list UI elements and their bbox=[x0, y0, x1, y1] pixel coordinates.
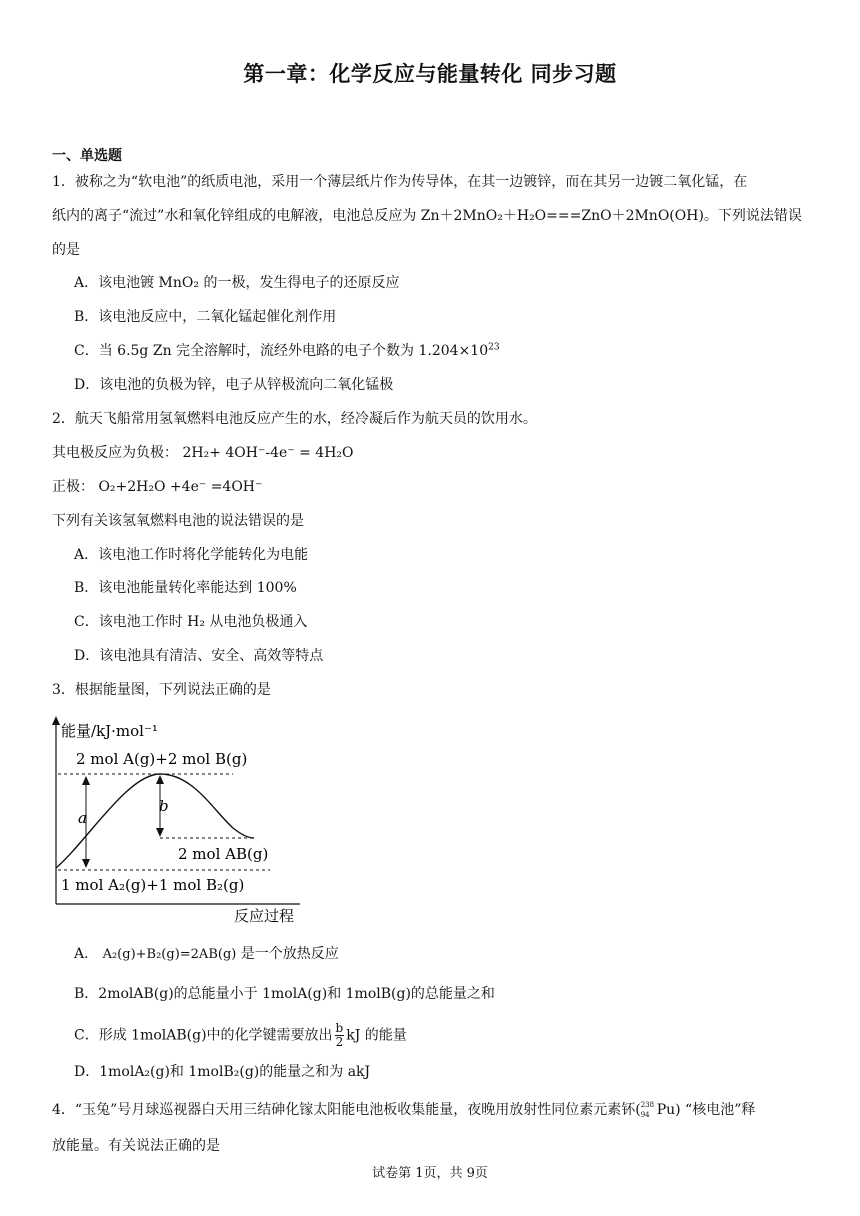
question-1-option-c-text: C．当 6.5g Zn 完全溶解时，流经外电路的电子个数为 1.204×10 bbox=[74, 343, 489, 359]
label-bottom-level: 1 mol A₂(g)+1 mol B₂(g) bbox=[61, 876, 245, 894]
question-2-positive-electrode: 正极： O₂+2H₂O +4e⁻ =4OH⁻ bbox=[52, 479, 263, 495]
y-axis-label: 能量/kJ·mol⁻¹ bbox=[61, 722, 158, 740]
option-c-text: C．形成 1molAB(g)中的化学键需要放出 bbox=[74, 1027, 333, 1044]
option-a-text: 是一个放热反应 bbox=[240, 946, 339, 962]
exponent: 23 bbox=[488, 342, 500, 353]
question-4-text-line1 bbox=[52, 1100, 755, 1120]
question-2-option-a: A．该电池工作时将化学能转化为电能 bbox=[74, 547, 309, 563]
question-4-text-end: ) “核电池”释 bbox=[675, 1102, 756, 1118]
question-2-option-b: B．该电池能量转化率能达到 100% bbox=[74, 580, 297, 596]
energy-diagram bbox=[48, 710, 308, 928]
fraction-numerator: b bbox=[335, 1021, 344, 1035]
question-1-option-c bbox=[74, 341, 500, 361]
page-footer: 试卷第 1页，共 9页 bbox=[372, 1166, 488, 1181]
question-1-text-line3: 的是 bbox=[52, 242, 80, 258]
question-2-negative-electrode: 其电极反应为负极： 2H₂+ 4OH⁻-4e⁻ = 4H₂O bbox=[52, 445, 354, 461]
label-b: b bbox=[159, 797, 169, 815]
question-1-option-d: D．该电池的负极为锌，电子从锌极流向二氧化锰极 bbox=[74, 377, 394, 393]
question-2-text: 2．航天飞船常用氢氧燃料电池反应产生的水，经冷凝后作为航天员的饮用水。 bbox=[52, 411, 537, 427]
arrow-b-head-up bbox=[156, 775, 164, 784]
label-a: a bbox=[78, 809, 87, 827]
x-axis-label: 反应过程 bbox=[234, 907, 295, 925]
label-top-level: 2 mol A(g)+2 mol B(g) bbox=[76, 750, 248, 768]
page-title: 第一章：化学反应与能量转化 同步习题 bbox=[243, 62, 617, 86]
isotope-mass: 238 bbox=[640, 1101, 655, 1109]
question-1-option-b: B．该电池反应中，二氧化锰起催化剂作用 bbox=[74, 309, 337, 325]
label-ab-level: 2 mol AB(g) bbox=[178, 845, 269, 863]
arrow-b-head-down bbox=[156, 828, 164, 837]
question-1-text-line1: 1．被称之为“软电池”的纸质电池，采用一个薄层纸片作为传导体，在其一边镀锌，而在其另一边镀二氧化锰，在 bbox=[52, 174, 748, 190]
option-a-equation: A₂(g)+B₂(g)=2AB(g) bbox=[102, 947, 237, 962]
question-2-option-d: D．该电池具有清洁、安全、高效等特点 bbox=[74, 648, 324, 664]
question-4-text-line2: 放能量。有关说法正确的是 bbox=[52, 1138, 220, 1154]
question-1-text-line2: 纸内的离子“流过”水和氧化锌组成的电解液，电池总反应为 Zn＋2MnO₂＋H₂O===ZnO＋2MnO(OH)。下列说法错误 bbox=[52, 208, 802, 224]
arrow-a-head-down bbox=[82, 859, 90, 868]
isotope-notation bbox=[641, 1101, 657, 1119]
question-3-option-b: B．2molAB(g)的总能量小于 1molA(g)和 1molB(g)的总能量之和 bbox=[74, 986, 495, 1002]
isotope-number: 94 bbox=[640, 1111, 650, 1119]
arrow-a-head-up bbox=[82, 776, 90, 785]
question-2-option-c: C．该电池工作时 H₂ 从电池负极通入 bbox=[74, 614, 308, 630]
question-3-option-d: D．1molA₂(g)和 1molB₂(g)的能量之和为 akJ bbox=[74, 1064, 371, 1080]
question-2-ask: 下列有关该氢氧燃料电池的说法错误的是 bbox=[52, 513, 304, 529]
option-c-text-end: kJ 的能量 bbox=[346, 1027, 407, 1044]
isotope-symbol: Pu bbox=[656, 1102, 676, 1118]
question-3-option-c bbox=[74, 1022, 407, 1049]
question-1-option-a: A．该电池镀 MnO₂ 的一极，发生得电子的还原反应 bbox=[74, 275, 400, 291]
question-3-text: 3．根据能量图，下列说法正确的是 bbox=[52, 682, 271, 698]
section-heading: 一、单选题 bbox=[52, 148, 122, 164]
fraction-b-over-2 bbox=[335, 1022, 345, 1049]
question-4-text-start: 4．“玉兔”号月球巡视器白天用三结砷化镓太阳能电池板收集能量，夜晚用放射性同位素元素钚( bbox=[52, 1102, 641, 1118]
question-3-option-a bbox=[74, 944, 339, 965]
y-axis-arrow bbox=[52, 716, 60, 725]
fraction-denominator: 2 bbox=[335, 1035, 344, 1049]
option-a-prefix: A． bbox=[74, 946, 99, 962]
